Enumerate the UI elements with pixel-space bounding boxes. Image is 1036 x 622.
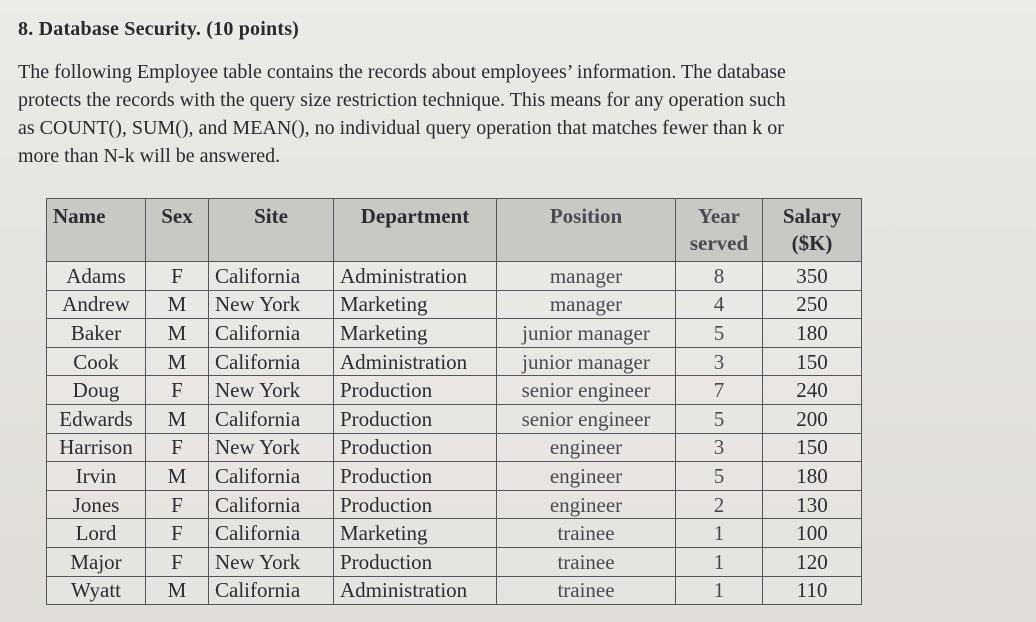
cell-site: California: [209, 576, 334, 605]
table-row: [47, 319, 862, 348]
table-row: [47, 576, 862, 605]
cell-position: trainee: [497, 519, 676, 548]
cell-site: California: [209, 462, 334, 491]
cell-position: engineer: [497, 462, 676, 491]
question-text: [18, 58, 968, 170]
cell-position: trainee: [497, 547, 676, 576]
cell-site: New York: [209, 290, 334, 319]
cell-department: Production: [334, 376, 497, 405]
cell-sex: F: [146, 433, 209, 462]
cell-salary: 200: [763, 404, 862, 433]
cell-name: Adams: [47, 262, 146, 291]
cell-sex: M: [146, 404, 209, 433]
cell-department: Production: [334, 547, 497, 576]
cell-sex: F: [146, 490, 209, 519]
cell-salary: 350: [763, 262, 862, 291]
cell-site: California: [209, 262, 334, 291]
cell-year-served: 3: [676, 433, 763, 462]
cell-sex: M: [146, 290, 209, 319]
cell-department: Production: [334, 404, 497, 433]
header-year-served: [676, 199, 763, 262]
cell-position: trainee: [497, 576, 676, 605]
cell-name: Cook: [47, 347, 146, 376]
cell-name: Harrison: [47, 433, 146, 462]
table-row: [47, 462, 862, 491]
question-text-line: The following Employee table contains the records about employees’ information. The database: [18, 61, 786, 83]
table-row: [47, 290, 862, 319]
cell-department: Administration: [334, 262, 497, 291]
cell-name: Wyatt: [47, 576, 146, 605]
employee-table-body: [47, 262, 862, 605]
cell-position: junior manager: [497, 347, 676, 376]
cell-department: Marketing: [334, 290, 497, 319]
cell-site: California: [209, 347, 334, 376]
cell-site: California: [209, 519, 334, 548]
cell-name: Irvin: [47, 462, 146, 491]
cell-salary: 100: [763, 519, 862, 548]
table-row: [47, 347, 862, 376]
header-salary-line2: ($K): [791, 231, 833, 255]
cell-position: junior manager: [497, 319, 676, 348]
cell-salary: 150: [763, 347, 862, 376]
cell-site: California: [209, 404, 334, 433]
cell-salary: 150: [763, 433, 862, 462]
cell-name: Jones: [47, 490, 146, 519]
header-sex: Sex: [146, 199, 209, 262]
header-year-line1: Year: [698, 204, 740, 228]
cell-year-served: 5: [676, 462, 763, 491]
table-row: [47, 490, 862, 519]
question-heading: 8. Database Security. (10 points): [18, 18, 300, 40]
cell-year-served: 1: [676, 576, 763, 605]
cell-department: Production: [334, 490, 497, 519]
table-row: [47, 404, 862, 433]
header-name: Name: [47, 199, 146, 262]
cell-sex: M: [146, 576, 209, 605]
header-salary: [763, 199, 862, 262]
header-year-line2: served: [689, 231, 749, 255]
header-salary-line1: Salary: [782, 204, 842, 228]
question-text-line: as COUNT(), SUM(), and MEAN(), no individual query operation that matches fewer than k or: [18, 117, 784, 139]
cell-year-served: 1: [676, 547, 763, 576]
cell-year-served: 5: [676, 404, 763, 433]
cell-salary: 250: [763, 290, 862, 319]
cell-department: Marketing: [334, 319, 497, 348]
cell-sex: M: [146, 319, 209, 348]
cell-year-served: 2: [676, 490, 763, 519]
cell-salary: 110: [763, 576, 862, 605]
question-text-line: protects the records with the query size restriction technique. This means for any operation such: [18, 89, 786, 111]
cell-salary: 130: [763, 490, 862, 519]
cell-year-served: 1: [676, 519, 763, 548]
cell-department: Administration: [334, 347, 497, 376]
cell-salary: 180: [763, 319, 862, 348]
cell-position: senior engineer: [497, 404, 676, 433]
cell-site: New York: [209, 376, 334, 405]
cell-position: engineer: [497, 433, 676, 462]
cell-sex: M: [146, 462, 209, 491]
header-position: Position: [497, 199, 676, 262]
cell-department: Marketing: [334, 519, 497, 548]
table-row: [47, 376, 862, 405]
question-text-line: more than N-k will be answered.: [18, 145, 281, 167]
cell-name: Major: [47, 547, 146, 576]
table-row: [47, 433, 862, 462]
cell-year-served: 4: [676, 290, 763, 319]
cell-year-served: 7: [676, 376, 763, 405]
cell-name: Andrew: [47, 290, 146, 319]
cell-sex: F: [146, 376, 209, 405]
cell-sex: M: [146, 347, 209, 376]
cell-position: manager: [497, 290, 676, 319]
cell-name: Lord: [47, 519, 146, 548]
cell-site: California: [209, 319, 334, 348]
cell-department: Administration: [334, 576, 497, 605]
table-row: [47, 519, 862, 548]
cell-site: New York: [209, 547, 334, 576]
cell-site: New York: [209, 433, 334, 462]
header-row: [47, 199, 862, 262]
cell-year-served: 8: [676, 262, 763, 291]
cell-sex: F: [146, 262, 209, 291]
employee-table: [46, 198, 862, 605]
cell-department: Production: [334, 433, 497, 462]
cell-name: Edwards: [47, 404, 146, 433]
cell-department: Production: [334, 462, 497, 491]
cell-position: engineer: [497, 490, 676, 519]
cell-name: Baker: [47, 319, 146, 348]
cell-salary: 120: [763, 547, 862, 576]
table-row: [47, 262, 862, 291]
cell-site: California: [209, 490, 334, 519]
cell-position: manager: [497, 262, 676, 291]
cell-year-served: 3: [676, 347, 763, 376]
table-row: [47, 547, 862, 576]
cell-salary: 180: [763, 462, 862, 491]
employee-table-container: [46, 198, 862, 605]
cell-salary: 240: [763, 376, 862, 405]
cell-name: Doug: [47, 376, 146, 405]
header-site: Site: [209, 199, 334, 262]
cell-sex: F: [146, 547, 209, 576]
cell-year-served: 5: [676, 319, 763, 348]
cell-position: senior engineer: [497, 376, 676, 405]
employee-table-header: [47, 199, 862, 262]
header-department: Department: [334, 199, 497, 262]
cell-sex: F: [146, 519, 209, 548]
